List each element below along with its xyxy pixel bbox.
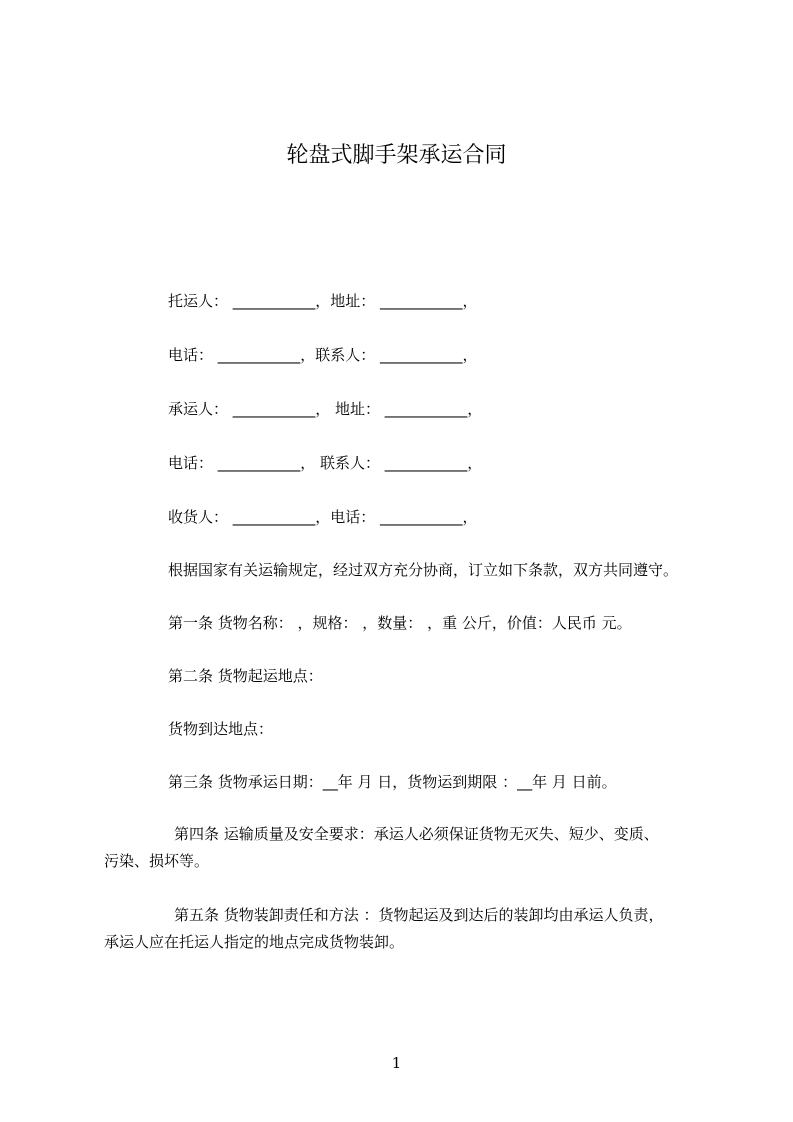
article-5-line-1: 第五条 货物装卸责任和方法 ：货物起运及到达后的装卸均由承运人负责， xyxy=(174,906,664,924)
shipper-phone-line: 电话： ___________，联系人： ___________， xyxy=(168,346,478,364)
carrier-line: 承运人： ___________， 地址： ___________， xyxy=(168,400,483,418)
article-2-origin: 第二条 货物起运地点： xyxy=(168,667,323,685)
article-4-line-2: 污染、损坏等。 xyxy=(104,852,210,870)
article-3: 第三条 货物承运日期：__年 月 日，货物运到期限 ：__年 月 日前。 xyxy=(168,773,617,791)
preamble-line: 根据国家有关运输规定，经过双方充分协商，订立如下条款，双方共同遵守。 xyxy=(168,561,679,579)
shipper-line: 托运人： ___________，地址： ___________， xyxy=(168,292,478,310)
article-4-line-1: 第四条 运输质量及安全要求：承运人必须保证货物无灭失、短少、变质、 xyxy=(174,825,659,843)
article-5 xyxy=(104,902,704,956)
carrier-phone-line: 电话： ___________， 联系人： ___________， xyxy=(168,454,483,472)
article-2-destination: 货物到达地点： xyxy=(168,720,274,738)
page-number: 1 xyxy=(391,1054,402,1072)
document-title: 轮盘式脚手架承运合同 xyxy=(286,143,507,168)
consignee-line: 收货人： ___________，电话： ___________， xyxy=(168,508,478,526)
article-5-line-2: 承运人应在托运人指定的地点完成货物装卸。 xyxy=(104,933,405,951)
article-4 xyxy=(104,821,704,875)
article-1: 第一条 货物名称： ，规格： ，数量： ，重 公斤，价值：人民币 元。 xyxy=(168,614,632,632)
